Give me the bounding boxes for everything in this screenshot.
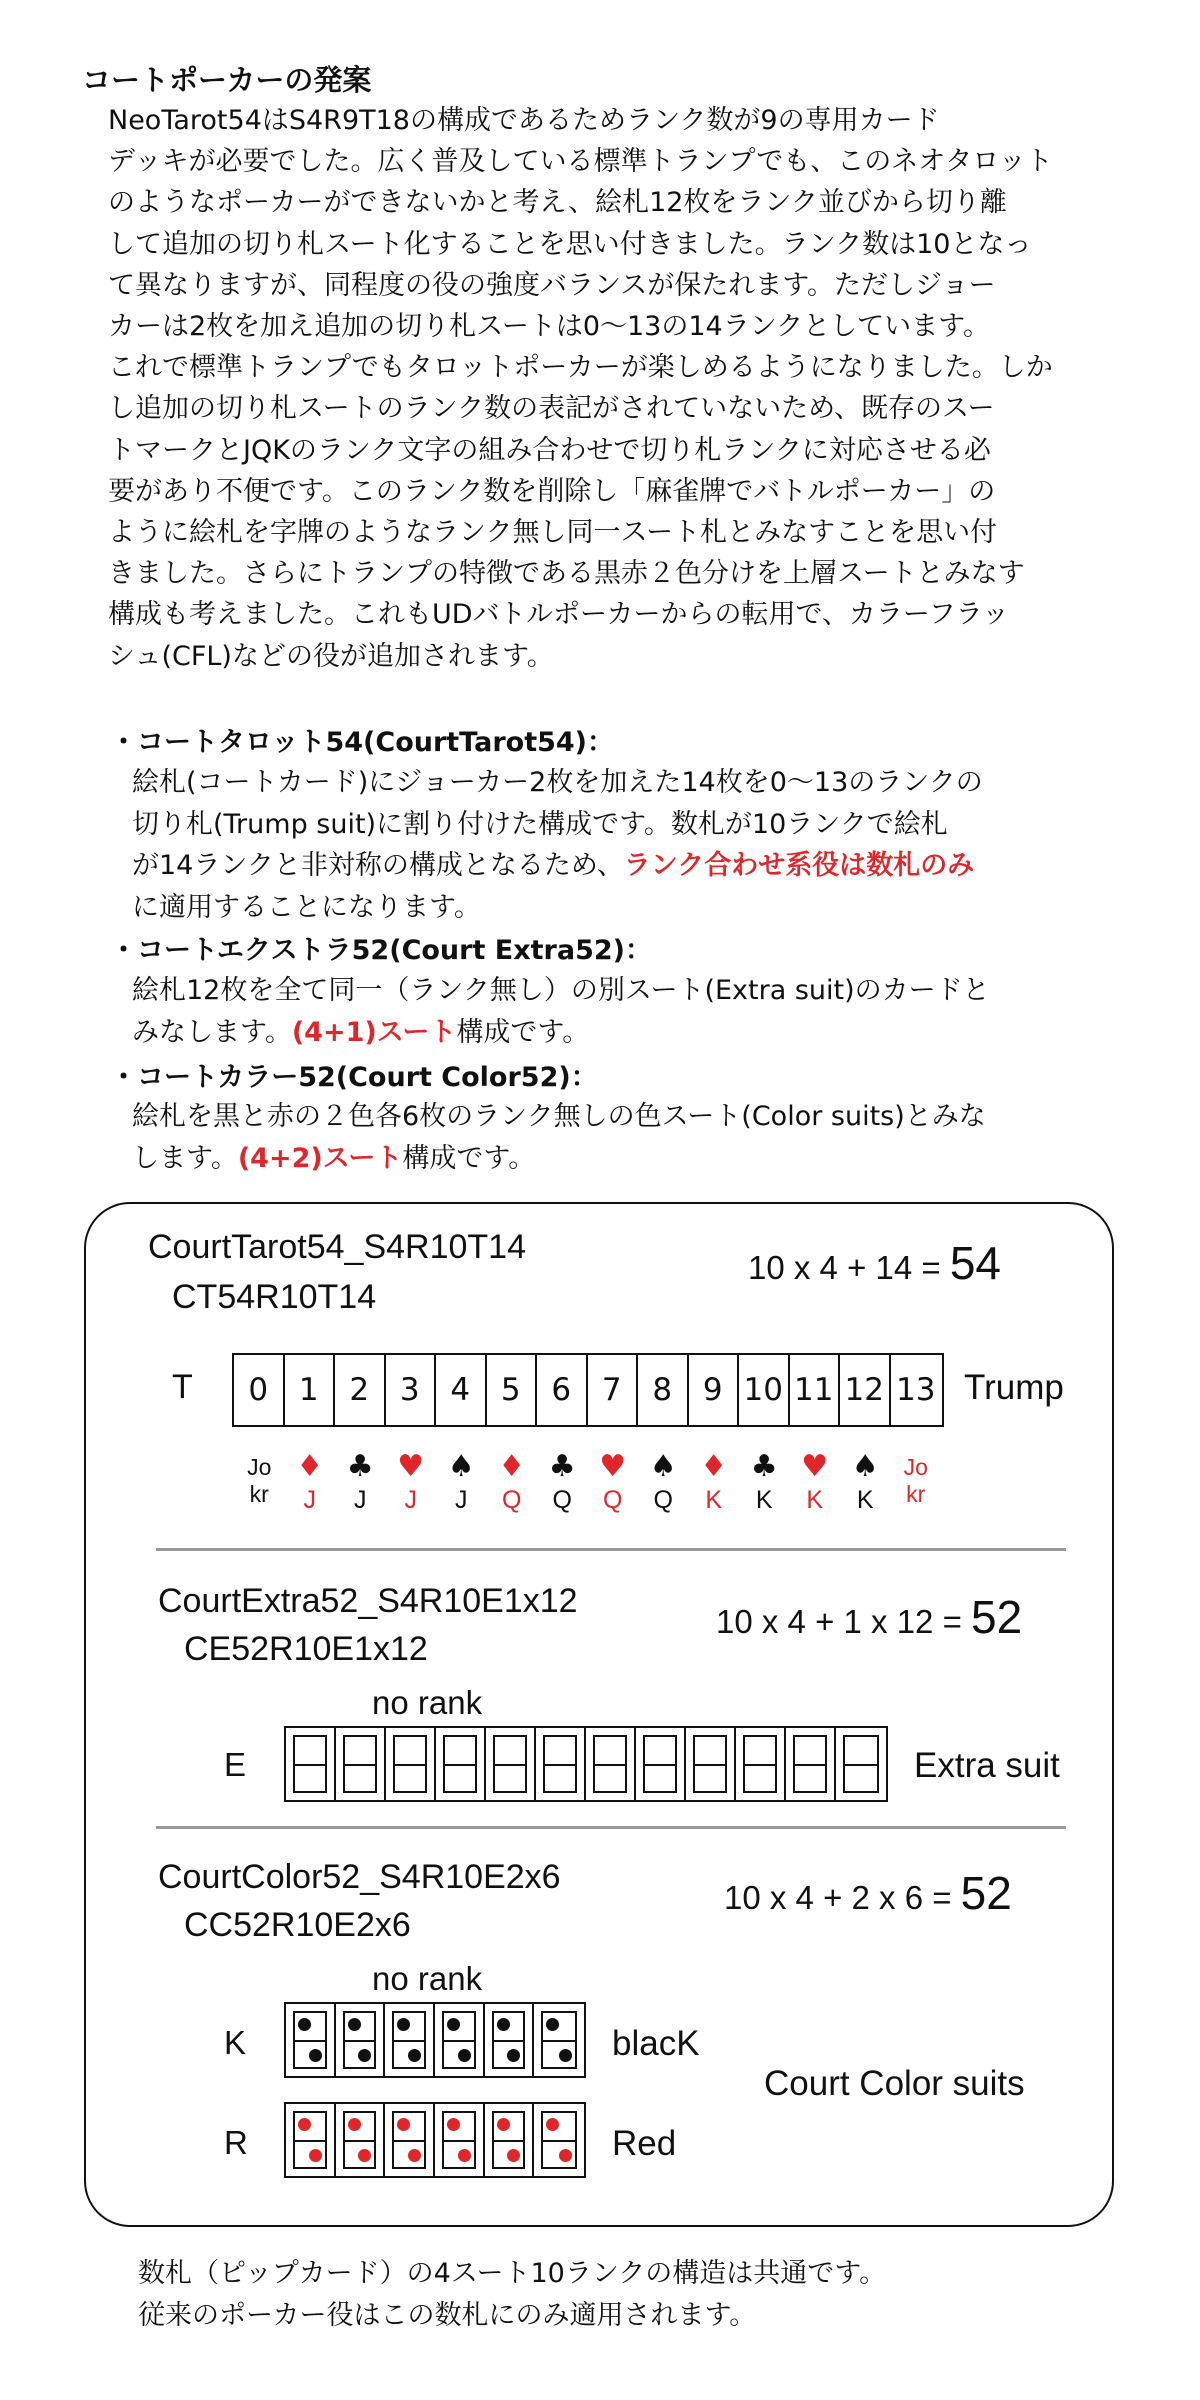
color-no-rank-label: no rank <box>372 1960 483 1997</box>
card-icon <box>493 1735 527 1793</box>
intro-line: きました。さらにトランプの特徴である黒赤２色分けを上層スートとみなす <box>108 558 1025 590</box>
extra-card-cell <box>536 1728 586 1800</box>
formula-total: 52 <box>960 1867 1012 1919</box>
suit-dot-icon <box>348 2118 361 2131</box>
highlight-text: (4+1)スート <box>291 1016 457 1048</box>
trump-rank-cell: 10 <box>739 1355 790 1425</box>
desc-text: みなします。 <box>132 1016 292 1048</box>
court-rank-letter: Q <box>552 1486 572 1514</box>
extra-formula <box>716 1590 1022 1644</box>
extra-card-cell <box>836 1728 886 1800</box>
suit-symbol-icon: ♠ <box>649 1449 677 1484</box>
trump-rank-cell: 5 <box>487 1355 538 1425</box>
trump-row-label: T <box>172 1368 193 1406</box>
card-icon <box>492 2011 526 2069</box>
trump-rank-cell: 12 <box>840 1355 891 1425</box>
red-suit-name: Red <box>612 2124 677 2163</box>
trump-rank-strip <box>232 1353 944 1427</box>
desc-line: 絵札を黒と赤の２色各6枚のランク無しの色スート(Color suits)とみな <box>132 1101 986 1132</box>
red-card-cell <box>534 2104 584 2176</box>
suit-symbol-icon: ♣ <box>750 1449 778 1484</box>
card-icon <box>343 1735 377 1793</box>
card-icon <box>442 2011 476 2069</box>
suit-symbol-icon: ♥ <box>599 1449 627 1484</box>
suit-dot-icon <box>447 2018 460 2031</box>
trump-rank-cell: 8 <box>638 1355 689 1425</box>
card-icon <box>442 2111 476 2169</box>
formula-text: 10 x 4 + 1 x 12 = <box>716 1603 972 1640</box>
suit-symbol-icon: ♣ <box>548 1449 576 1484</box>
extra-card-cell <box>586 1728 636 1800</box>
suit-dot-icon <box>546 2118 559 2131</box>
court-rank-letter: J <box>354 1486 367 1514</box>
suit-dot-icon <box>458 2049 471 2062</box>
card-icon <box>843 1735 879 1793</box>
desc-line <box>132 1138 1132 1180</box>
suit-dot-icon <box>358 2049 371 2062</box>
court-rank-letter: K <box>806 1486 824 1514</box>
intro-line: NeoTarot54はS4R9T18の構成であるためランク数が9の専用カード <box>108 105 940 136</box>
intro-line: ように絵札を字牌のようなランク無し同一スート札とみなすことを思い付 <box>108 517 998 549</box>
footer-line: 従来のポーカー役はこの数札にのみ適用されます。 <box>138 2300 757 2331</box>
suit-symbol-icon: ♦ <box>700 1449 728 1484</box>
court-rank-letter: Q <box>653 1486 673 1514</box>
black-suit-name: blacK <box>612 2024 700 2063</box>
suit-dot-icon <box>348 2018 361 2031</box>
suit-symbol-icon: ♣ <box>346 1449 374 1484</box>
suit-dot-icon <box>497 2118 510 2131</box>
extra-structure-name: CourtExtra52_S4R10E1x12 <box>158 1582 578 1620</box>
suit-dot-icon <box>397 2118 410 2131</box>
page-title: コートポーカーの発案 <box>82 63 372 97</box>
card-icon <box>293 2111 327 2169</box>
card-icon <box>693 1735 727 1793</box>
trump-rank-cell: 4 <box>436 1355 487 1425</box>
suit-dot-icon <box>408 2149 421 2162</box>
extra-card-cell <box>436 1728 486 1800</box>
extra-card-cell <box>486 1728 536 1800</box>
intro-line: し追加の切り札スートのランク数の表記がされていないため、既存のスー <box>108 393 995 425</box>
card-icon <box>643 1735 677 1793</box>
highlight-text: (4+2)スート <box>237 1142 403 1174</box>
red-card-cell <box>286 2104 336 2176</box>
court-rank-letter: K <box>755 1486 773 1514</box>
court-color-suits-label: Court Color suits <box>764 2064 1025 2103</box>
desc-line: 切り札(Trump suit)に割り付けた構成です。数札が10ランクで絵札 <box>132 808 948 840</box>
section-title-court-tarot: ・コートタロット54(CourtTarot54)： <box>110 727 615 758</box>
card-icon <box>293 1735 327 1793</box>
footer-line: 数札（ピップカード）の4スート10ランクの構造は共通です。 <box>138 2258 887 2289</box>
suit-dot-icon <box>507 2049 520 2062</box>
black-row-label: K <box>224 2024 247 2061</box>
card-icon <box>343 2011 377 2069</box>
suit-dot-icon <box>309 2049 322 2062</box>
extra-card-cell <box>386 1728 436 1800</box>
card-icon <box>492 2111 526 2169</box>
card-icon <box>392 2011 426 2069</box>
footer-note <box>138 2253 886 2337</box>
desc-line <box>132 845 1132 887</box>
intro-line: デッキが必要でした。広く普及している標準トランプでも、このネオタロット <box>108 146 1053 178</box>
trump-rank-cell: 2 <box>335 1355 386 1425</box>
red-card-cell <box>385 2104 435 2176</box>
suit-symbol-icon: ♦ <box>498 1449 526 1484</box>
intro-line: て異なりますが、同程度の役の強度バランスが保たれます。ただしジョー <box>108 269 996 301</box>
desc-text: 構成です。 <box>402 1142 536 1174</box>
trump-rank-cell: 9 <box>689 1355 740 1425</box>
desc-line: 絵札(コートカード)にジョーカー2枚を加えた14枚を0～13のランクの <box>132 767 983 798</box>
desc-line <box>132 1012 1132 1054</box>
black-card-cell <box>534 2004 584 2076</box>
trump-rank-cell: 1 <box>285 1355 336 1425</box>
red-suit-strip <box>284 2102 586 2178</box>
card-icon <box>541 2111 577 2169</box>
extra-no-rank-label: no rank <box>372 1684 483 1721</box>
court-rank-letter: Q <box>502 1486 522 1514</box>
court-rank-letter: J <box>455 1486 468 1514</box>
intro-line: して追加の切り札スート化することを思い付きました。ランク数は10となっ <box>108 228 1032 260</box>
card-icon <box>443 1735 477 1793</box>
suit-dot-icon <box>309 2149 322 2162</box>
suit-dot-icon <box>559 2049 572 2062</box>
intro-line: カーは2枚を加え追加の切り札スートは0～13の14ランクとしています。 <box>108 311 991 343</box>
intro-line: これで標準トランプでもタロットポーカーが楽しめるようになりました。しか <box>108 352 1053 384</box>
card-icon <box>293 2011 327 2069</box>
desc-line: 絵札12枚を全て同一（ランク無し）の別スート(Extra suit)のカードと <box>132 975 990 1006</box>
extra-card-cell <box>786 1728 836 1800</box>
suit-dot-icon <box>546 2018 559 2031</box>
extra-suit-strip <box>284 1726 888 1802</box>
highlight-text: ランク合わせ系役は数札のみ <box>623 850 975 881</box>
court-rank-letter: Q <box>603 1486 623 1514</box>
extra-card-cell <box>636 1728 686 1800</box>
section-desc-court-extra <box>132 970 1132 1053</box>
red-card-cell <box>485 2104 535 2176</box>
suit-symbol-icon: ♠ <box>851 1449 879 1484</box>
extra-card-cell <box>736 1728 786 1800</box>
formula-total: 54 <box>949 1237 1001 1289</box>
black-card-cell <box>435 2004 485 2076</box>
suit-dot-icon <box>358 2149 371 2162</box>
desc-text: が14ランクと非対称の構成となるため、 <box>132 850 624 881</box>
black-card-cell <box>286 2004 336 2076</box>
red-card-cell <box>435 2104 485 2176</box>
suit-dot-icon <box>298 2118 311 2131</box>
court-rank-letter: J <box>303 1486 316 1514</box>
joker-label: Jo kr <box>903 1454 928 1507</box>
desc-text: 構成です。 <box>456 1016 590 1048</box>
black-card-cell <box>336 2004 386 2076</box>
section-desc-court-color <box>132 1096 1132 1179</box>
extra-card-cell <box>336 1728 386 1800</box>
formula-text: 10 x 4 + 14 = <box>748 1249 950 1286</box>
intro-line: 要があり不便です。このランク数を削除し「麻雀牌でバトルポーカー」の <box>108 475 996 507</box>
card-icon <box>392 2111 426 2169</box>
trump-card-mapping <box>232 1449 944 1522</box>
card-icon <box>343 2111 377 2169</box>
extra-structure-code: CE52R10E1x12 <box>184 1630 428 1668</box>
tarot-structure-code: CT54R10T14 <box>172 1278 377 1316</box>
desc-line: に適用することになります。 <box>132 891 481 923</box>
suit-dot-icon <box>458 2149 471 2162</box>
suit-symbol-icon: ♦ <box>296 1449 324 1484</box>
extra-suit-name: Extra suit <box>914 1746 1060 1785</box>
divider <box>156 1826 1066 1829</box>
card-icon <box>793 1735 827 1793</box>
intro-line: 構成も考えました。これもUDバトルポーカーからの転用で、カラーフラッ <box>108 599 1010 631</box>
section-title-court-extra: ・コートエクストラ52(Court Extra52)： <box>110 935 652 966</box>
black-card-cell <box>385 2004 435 2076</box>
section-desc-court-tarot <box>132 762 1132 928</box>
color-formula <box>724 1866 1012 1920</box>
extra-card-cell <box>286 1728 336 1800</box>
suit-dot-icon <box>559 2149 572 2162</box>
card-icon <box>593 1735 627 1793</box>
trump-suit-name: Trump <box>964 1368 1064 1407</box>
desc-text: します。 <box>132 1142 238 1174</box>
trump-rank-cell: 7 <box>588 1355 639 1425</box>
extra-row-label: E <box>224 1746 247 1783</box>
suit-dot-icon <box>497 2018 510 2031</box>
trump-rank-cell: 11 <box>790 1355 841 1425</box>
card-icon <box>393 1735 427 1793</box>
red-row-label: R <box>224 2124 248 2161</box>
suit-symbol-icon: ♥ <box>801 1449 829 1484</box>
card-icon <box>541 2011 577 2069</box>
suit-dot-icon <box>397 2018 410 2031</box>
tarot-formula <box>748 1236 1001 1290</box>
intro-line: シュ(CFL)などの役が追加されます。 <box>108 640 554 672</box>
card-icon <box>543 1735 577 1793</box>
section-title-court-color: ・コートカラー52(Court Color52)： <box>110 1062 598 1093</box>
formula-text: 10 x 4 + 2 x 6 = <box>724 1879 961 1916</box>
joker-label: Jo kr <box>247 1454 272 1507</box>
suit-symbol-icon: ♥ <box>397 1449 425 1484</box>
court-rank-letter: K <box>705 1486 723 1514</box>
card-icon <box>743 1735 777 1793</box>
suit-dot-icon <box>507 2149 520 2162</box>
trump-rank-cell: 0 <box>234 1355 285 1425</box>
court-rank-letter: K <box>856 1486 874 1514</box>
suit-dot-icon <box>408 2049 421 2062</box>
suit-symbol-icon: ♠ <box>447 1449 475 1484</box>
intro-line: トマークとJQKのランク文字の組み合わせで切り札ランクに対応させる必 <box>108 434 991 466</box>
extra-card-cell <box>686 1728 736 1800</box>
black-suit-strip <box>284 2002 586 2078</box>
red-card-cell <box>336 2104 386 2176</box>
intro-paragraph <box>108 100 1138 677</box>
tarot-structure-name: CourtTarot54_S4R10T14 <box>148 1228 527 1266</box>
suit-dot-icon <box>298 2018 311 2031</box>
court-rank-letter: J <box>404 1486 417 1514</box>
trump-rank-cell: 6 <box>537 1355 588 1425</box>
trump-rank-cell: 3 <box>386 1355 437 1425</box>
suit-dot-icon <box>447 2118 460 2131</box>
trump-rank-cell: 13 <box>896 1372 936 1408</box>
color-structure-code: CC52R10E2x6 <box>184 1906 411 1944</box>
intro-line: のようなポーカーができないかと考え、絵札12枚をランク並びから切り離 <box>108 187 1007 219</box>
formula-total: 52 <box>971 1591 1023 1643</box>
color-structure-name: CourtColor52_S4R10E2x6 <box>158 1858 561 1896</box>
black-card-cell <box>485 2004 535 2076</box>
divider <box>156 1548 1066 1551</box>
